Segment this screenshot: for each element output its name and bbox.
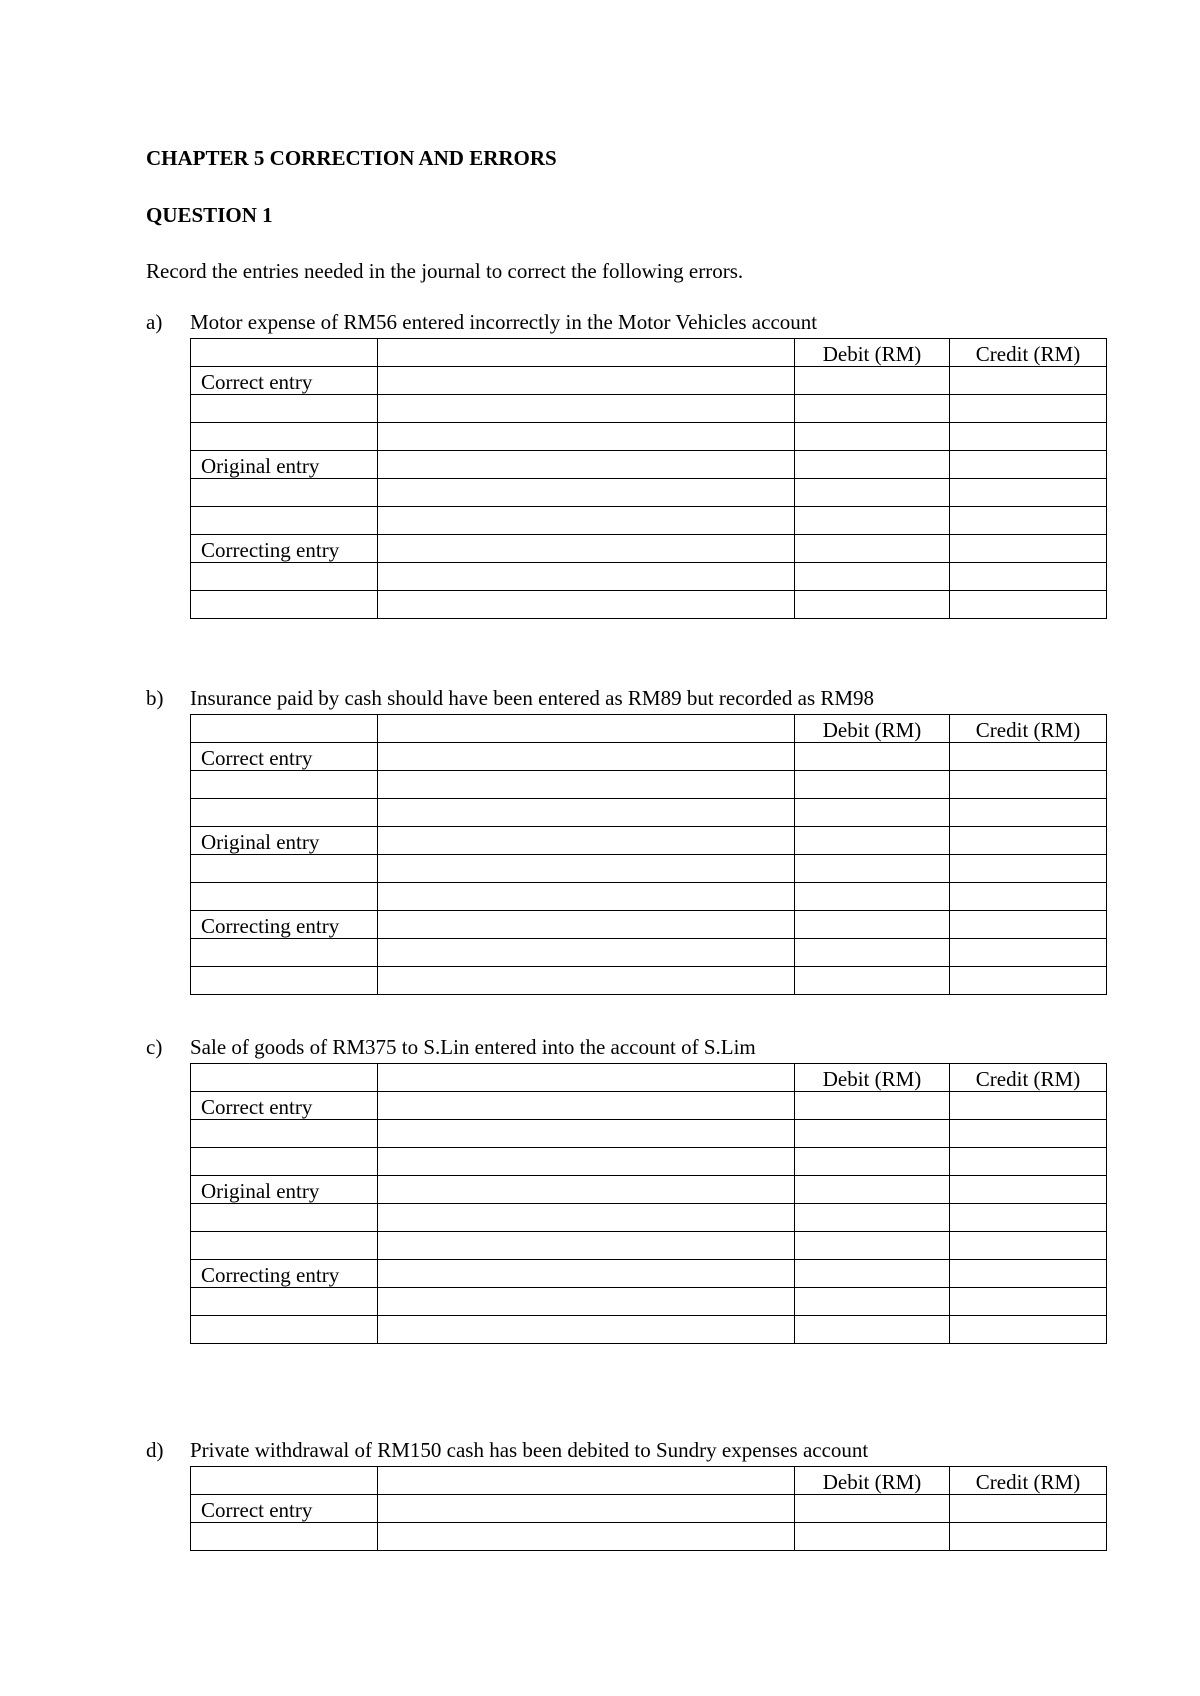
debit-cell[interactable] bbox=[795, 1232, 950, 1260]
credit-header: Credit (RM) bbox=[950, 1064, 1107, 1092]
table-row bbox=[191, 1176, 1107, 1204]
journal-table-a bbox=[190, 338, 1107, 619]
row-label-correcting: Correcting entry bbox=[191, 535, 378, 563]
description-cell[interactable] bbox=[378, 1523, 795, 1551]
table-row bbox=[191, 367, 1107, 395]
credit-cell[interactable] bbox=[950, 1495, 1107, 1523]
debit-cell[interactable] bbox=[795, 1204, 950, 1232]
table-row bbox=[191, 451, 1107, 479]
description-cell[interactable] bbox=[378, 1495, 795, 1523]
credit-cell[interactable] bbox=[950, 771, 1107, 799]
description-cell[interactable] bbox=[378, 967, 795, 995]
debit-cell[interactable] bbox=[795, 591, 950, 619]
table-row bbox=[191, 939, 1107, 967]
description-cell[interactable] bbox=[378, 1092, 795, 1120]
table-row bbox=[191, 479, 1107, 507]
question-text: Insurance paid by cash should have been entered as RM89 but recorded as RM98 bbox=[190, 686, 875, 710]
description-cell[interactable] bbox=[378, 827, 795, 855]
description-cell[interactable] bbox=[378, 563, 795, 591]
table-header-row bbox=[191, 339, 1107, 367]
row-label-original: Original entry bbox=[191, 451, 378, 479]
description-cell[interactable] bbox=[378, 911, 795, 939]
label-cell bbox=[191, 507, 378, 535]
table-row bbox=[191, 743, 1107, 771]
table-row bbox=[191, 855, 1107, 883]
row-label-correcting: Correcting entry bbox=[191, 1260, 378, 1288]
journal-table-b bbox=[190, 714, 1107, 995]
row-label-original: Original entry bbox=[191, 1176, 378, 1204]
debit-cell[interactable] bbox=[795, 967, 950, 995]
description-cell[interactable] bbox=[378, 883, 795, 911]
question-letter: c) bbox=[146, 1035, 163, 1059]
credit-cell[interactable] bbox=[950, 1316, 1107, 1344]
description-cell[interactable] bbox=[378, 855, 795, 883]
credit-cell[interactable] bbox=[950, 1260, 1107, 1288]
label-cell bbox=[191, 799, 378, 827]
label-cell bbox=[191, 591, 378, 619]
credit-cell[interactable] bbox=[950, 395, 1107, 423]
description-header-cell bbox=[378, 715, 795, 743]
credit-cell[interactable] bbox=[950, 1120, 1107, 1148]
debit-header: Debit (RM) bbox=[795, 1064, 950, 1092]
label-cell bbox=[191, 423, 378, 451]
description-cell[interactable] bbox=[378, 939, 795, 967]
debit-cell[interactable] bbox=[795, 1176, 950, 1204]
description-cell[interactable] bbox=[378, 1120, 795, 1148]
debit-cell[interactable] bbox=[795, 1495, 950, 1523]
debit-header: Debit (RM) bbox=[795, 1467, 950, 1495]
table-row bbox=[191, 563, 1107, 591]
label-header-cell bbox=[191, 1064, 378, 1092]
credit-cell[interactable] bbox=[950, 1176, 1107, 1204]
credit-cell[interactable] bbox=[950, 967, 1107, 995]
label-cell bbox=[191, 1288, 378, 1316]
credit-cell[interactable] bbox=[950, 1288, 1107, 1316]
question-letter: d) bbox=[146, 1438, 164, 1462]
label-cell bbox=[191, 479, 378, 507]
table-row bbox=[191, 1092, 1107, 1120]
credit-cell[interactable] bbox=[950, 883, 1107, 911]
debit-header: Debit (RM) bbox=[795, 339, 950, 367]
journal-table-d bbox=[190, 1466, 1107, 1551]
label-cell bbox=[191, 1148, 378, 1176]
chapter-title: CHAPTER 5 CORRECTION AND ERRORS bbox=[146, 146, 557, 170]
debit-cell[interactable] bbox=[795, 1120, 950, 1148]
credit-cell[interactable] bbox=[950, 939, 1107, 967]
table-row bbox=[191, 1495, 1107, 1523]
label-header-cell bbox=[191, 1467, 378, 1495]
description-cell[interactable] bbox=[378, 1204, 795, 1232]
description-cell[interactable] bbox=[378, 1232, 795, 1260]
description-cell[interactable] bbox=[378, 799, 795, 827]
table-row bbox=[191, 771, 1107, 799]
debit-cell[interactable] bbox=[795, 883, 950, 911]
credit-cell[interactable] bbox=[950, 535, 1107, 563]
debit-cell[interactable] bbox=[795, 479, 950, 507]
description-cell[interactable] bbox=[378, 535, 795, 563]
credit-cell[interactable] bbox=[950, 1092, 1107, 1120]
table-row bbox=[191, 883, 1107, 911]
description-header-cell bbox=[378, 1467, 795, 1495]
debit-cell[interactable] bbox=[795, 1260, 950, 1288]
label-cell bbox=[191, 771, 378, 799]
credit-cell[interactable] bbox=[950, 911, 1107, 939]
row-label-correct: Correct entry bbox=[191, 743, 378, 771]
label-cell bbox=[191, 883, 378, 911]
row-label-correct: Correct entry bbox=[191, 367, 378, 395]
debit-cell[interactable] bbox=[795, 451, 950, 479]
description-cell[interactable] bbox=[378, 367, 795, 395]
label-cell bbox=[191, 1232, 378, 1260]
debit-cell[interactable] bbox=[795, 771, 950, 799]
row-label-correct: Correct entry bbox=[191, 1092, 378, 1120]
table-row bbox=[191, 1148, 1107, 1176]
credit-cell[interactable] bbox=[950, 591, 1107, 619]
journal-table-c bbox=[190, 1063, 1107, 1344]
question-text: Private withdrawal of RM150 cash has been debited to Sundry expenses account bbox=[190, 1438, 869, 1462]
credit-cell[interactable] bbox=[950, 1148, 1107, 1176]
table-row bbox=[191, 911, 1107, 939]
label-header-cell bbox=[191, 339, 378, 367]
question-line bbox=[146, 1438, 1106, 1466]
credit-cell[interactable] bbox=[950, 743, 1107, 771]
description-cell[interactable] bbox=[378, 1260, 795, 1288]
table-row bbox=[191, 591, 1107, 619]
description-cell[interactable] bbox=[378, 1176, 795, 1204]
debit-cell[interactable] bbox=[795, 1288, 950, 1316]
debit-cell[interactable] bbox=[795, 1148, 950, 1176]
table-row bbox=[191, 507, 1107, 535]
credit-header: Credit (RM) bbox=[950, 339, 1107, 367]
description-header-cell bbox=[378, 1064, 795, 1092]
table-row bbox=[191, 799, 1107, 827]
debit-cell[interactable] bbox=[795, 1523, 950, 1551]
table-row bbox=[191, 395, 1107, 423]
credit-cell[interactable] bbox=[950, 855, 1107, 883]
debit-cell[interactable] bbox=[795, 911, 950, 939]
debit-cell[interactable] bbox=[795, 1092, 950, 1120]
label-cell bbox=[191, 939, 378, 967]
description-cell[interactable] bbox=[378, 479, 795, 507]
label-cell bbox=[191, 1523, 378, 1551]
label-cell bbox=[191, 563, 378, 591]
table-row bbox=[191, 1523, 1107, 1551]
description-cell[interactable] bbox=[378, 395, 795, 423]
label-cell bbox=[191, 1204, 378, 1232]
question-letter: a) bbox=[146, 310, 163, 334]
credit-cell[interactable] bbox=[950, 451, 1107, 479]
table-row bbox=[191, 1288, 1107, 1316]
credit-cell[interactable] bbox=[950, 1523, 1107, 1551]
description-cell[interactable] bbox=[378, 1316, 795, 1344]
credit-cell[interactable] bbox=[950, 1232, 1107, 1260]
description-cell[interactable] bbox=[378, 507, 795, 535]
description-cell[interactable] bbox=[378, 1288, 795, 1316]
question-b bbox=[146, 686, 1106, 995]
debit-cell[interactable] bbox=[795, 423, 950, 451]
credit-header: Credit (RM) bbox=[950, 715, 1107, 743]
debit-cell[interactable] bbox=[795, 367, 950, 395]
label-cell bbox=[191, 1120, 378, 1148]
question-line bbox=[146, 310, 1106, 338]
question-line bbox=[146, 1035, 1106, 1063]
table-row bbox=[191, 827, 1107, 855]
debit-header: Debit (RM) bbox=[795, 715, 950, 743]
table-row bbox=[191, 1232, 1107, 1260]
table-header-row bbox=[191, 715, 1107, 743]
debit-cell[interactable] bbox=[795, 535, 950, 563]
instruction-text: Record the entries needed in the journal to correct the following errors. bbox=[146, 259, 744, 283]
label-cell bbox=[191, 855, 378, 883]
table-row bbox=[191, 423, 1107, 451]
description-cell[interactable] bbox=[378, 451, 795, 479]
debit-cell[interactable] bbox=[795, 827, 950, 855]
debit-cell[interactable] bbox=[795, 743, 950, 771]
debit-cell[interactable] bbox=[795, 395, 950, 423]
description-cell[interactable] bbox=[378, 591, 795, 619]
table-row bbox=[191, 1316, 1107, 1344]
description-cell[interactable] bbox=[378, 423, 795, 451]
table-header-row bbox=[191, 1064, 1107, 1092]
question-letter: b) bbox=[146, 686, 164, 710]
table-header-row bbox=[191, 1467, 1107, 1495]
label-cell bbox=[191, 1316, 378, 1344]
credit-cell[interactable] bbox=[950, 799, 1107, 827]
credit-header: Credit (RM) bbox=[950, 1467, 1107, 1495]
label-cell bbox=[191, 967, 378, 995]
credit-cell[interactable] bbox=[950, 479, 1107, 507]
question-line bbox=[146, 686, 1106, 714]
credit-cell[interactable] bbox=[950, 423, 1107, 451]
question-a bbox=[146, 310, 1106, 619]
credit-cell[interactable] bbox=[950, 507, 1107, 535]
credit-cell[interactable] bbox=[950, 827, 1107, 855]
description-cell[interactable] bbox=[378, 1148, 795, 1176]
description-cell[interactable] bbox=[378, 743, 795, 771]
question-text: Motor expense of RM56 entered incorrectly in the Motor Vehicles account bbox=[190, 310, 818, 334]
row-label-correcting: Correcting entry bbox=[191, 911, 378, 939]
question-title: QUESTION 1 bbox=[146, 203, 273, 227]
label-cell bbox=[191, 395, 378, 423]
credit-cell[interactable] bbox=[950, 563, 1107, 591]
question-d bbox=[146, 1438, 1106, 1551]
question-c bbox=[146, 1035, 1106, 1344]
table-row bbox=[191, 535, 1107, 563]
debit-cell[interactable] bbox=[795, 799, 950, 827]
description-header-cell bbox=[378, 339, 795, 367]
row-label-correct: Correct entry bbox=[191, 1495, 378, 1523]
description-cell[interactable] bbox=[378, 771, 795, 799]
debit-cell[interactable] bbox=[795, 855, 950, 883]
debit-cell[interactable] bbox=[795, 939, 950, 967]
debit-cell[interactable] bbox=[795, 507, 950, 535]
table-row bbox=[191, 1204, 1107, 1232]
table-row bbox=[191, 967, 1107, 995]
credit-cell[interactable] bbox=[950, 1204, 1107, 1232]
question-text: Sale of goods of RM375 to S.Lin entered into the account of S.Lim bbox=[190, 1035, 756, 1059]
row-label-original: Original entry bbox=[191, 827, 378, 855]
label-header-cell bbox=[191, 715, 378, 743]
debit-cell[interactable] bbox=[795, 1316, 950, 1344]
credit-cell[interactable] bbox=[950, 367, 1107, 395]
table-row bbox=[191, 1260, 1107, 1288]
table-row bbox=[191, 1120, 1107, 1148]
debit-cell[interactable] bbox=[795, 563, 950, 591]
